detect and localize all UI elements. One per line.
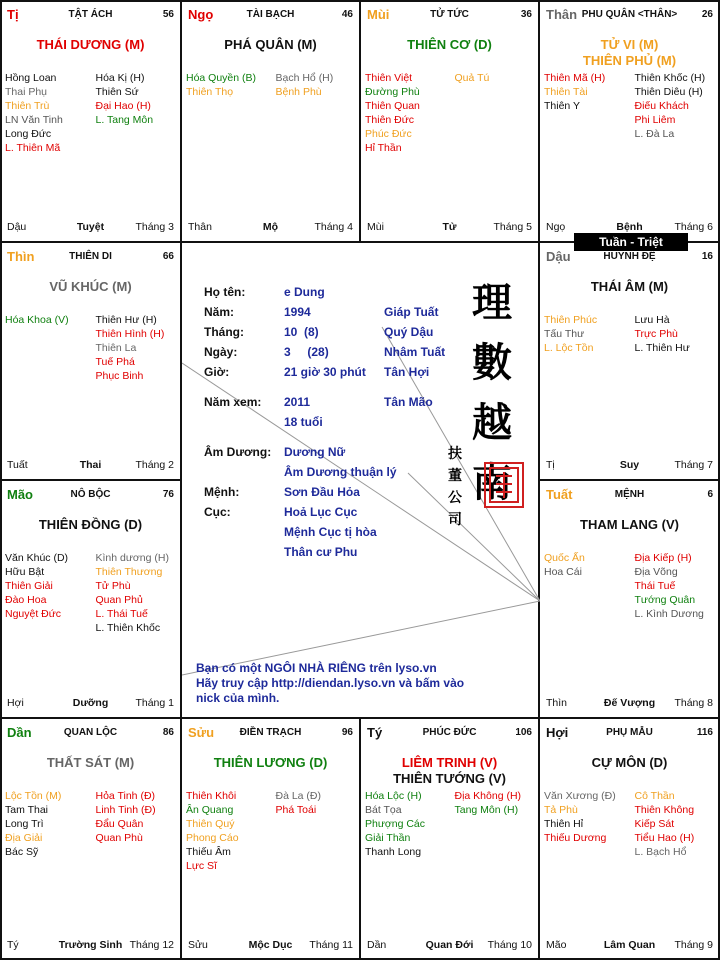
main-star: VŨ KHÚC (M)	[49, 279, 132, 294]
notice-line-2[interactable]: Hãy truy cập http://diendan.lyso.vn và bấm vào	[196, 676, 465, 690]
palace-footer	[7, 459, 174, 473]
star-item: Tam Thai	[5, 804, 48, 816]
star-item: Địa Kiếp (H)	[634, 552, 692, 564]
star-item: Địa Không (H)	[454, 790, 522, 802]
footer-phase: Mộ	[262, 221, 279, 233]
cuc-label: Cục:	[204, 505, 231, 519]
ngay-label: Ngày:	[204, 345, 238, 359]
footer-branch: Dần	[367, 939, 387, 951]
star-item: Địa Võng	[634, 566, 678, 578]
star-item: Bác Sỹ	[5, 846, 39, 858]
star-item: Hóa Kị (H)	[95, 72, 145, 84]
star-item: Thiên Việt	[365, 72, 413, 84]
footer-month: Tháng 11	[309, 939, 353, 951]
star-item: Quan Phù	[95, 832, 143, 844]
main-star: THIÊN TƯỚNG (V)	[393, 771, 506, 786]
palace-footer	[546, 697, 713, 711]
star-item: L. Thiên Mã	[5, 142, 61, 154]
star-item: Văn Xương (Đ)	[544, 790, 616, 802]
palace-name: TÀI BẠCH	[246, 9, 295, 20]
palace-name: MỆNH	[614, 489, 645, 500]
left-stars	[186, 789, 239, 873]
branch-label: Dần	[7, 725, 32, 740]
star-item: Lực Sĩ	[186, 860, 217, 872]
star-item: Thiên Tài	[544, 86, 588, 98]
palace-dau	[539, 242, 720, 480]
star-item: Thiên Hình (H)	[95, 328, 165, 340]
left-stars	[544, 551, 585, 579]
nam-xem-can-chi: Tân Mão	[384, 395, 433, 409]
footer-branch: Tý	[7, 939, 19, 951]
palace-age: 46	[341, 9, 353, 20]
star-item: Thiên Phúc	[544, 314, 598, 326]
footer-month: Tháng 9	[674, 939, 713, 951]
palace-footer	[546, 459, 713, 473]
star-item: Cô Thần	[634, 790, 675, 802]
star-item: Hóa Khoa (V)	[5, 314, 69, 326]
star-item: L. Kình Dương	[634, 608, 704, 620]
branch-label: Dậu	[546, 249, 571, 264]
star-item: Thiên Quý	[186, 818, 235, 830]
calligraphy-char-2: 數	[472, 339, 512, 386]
calligraphy-char-4: 南	[472, 459, 512, 506]
palace-footer	[367, 939, 532, 953]
notice-line-3: nick của mình.	[196, 691, 280, 705]
ho-ten-value: e Dung	[284, 285, 325, 299]
star-item: Quả Tú	[454, 72, 490, 84]
footer-month: Tháng 3	[135, 221, 174, 233]
star-item: Kiếp Sát	[634, 818, 675, 830]
star-item: Thiên Đức	[365, 114, 415, 126]
main-star: THIÊN ĐỒNG (D)	[38, 517, 143, 532]
footer-phase: Trường Sinh	[58, 939, 123, 951]
palace-footer	[188, 939, 353, 953]
star-item: Long Đức	[5, 128, 52, 140]
thang-label: Tháng:	[204, 325, 244, 339]
star-item: Thiên Khốc (H)	[634, 72, 706, 84]
right-stars	[96, 551, 169, 635]
footer-month: Tháng 4	[314, 221, 353, 233]
main-star: THIÊN PHỦ (M)	[582, 53, 677, 68]
star-item: Thiên Hỉ	[544, 818, 584, 830]
branch-label: Sửu	[188, 725, 215, 740]
footer-month: Tháng 7	[674, 459, 713, 471]
palace-footer	[7, 221, 174, 235]
footer-month: Tháng 6	[674, 221, 713, 233]
branch-label: Hợi	[546, 725, 569, 740]
main-star: PHÁ QUÂN (M)	[224, 37, 317, 52]
main-star: THÁI DƯƠNG (M)	[36, 37, 145, 52]
gio-can-chi: Tân Hợi	[384, 365, 430, 379]
right-stars	[635, 313, 690, 355]
branch-label: Thân	[546, 7, 578, 22]
menh-cuc-note: Mệnh Cục tị hòa	[284, 525, 377, 539]
branch-label: Mão	[7, 487, 33, 502]
star-item: Hóa Lộc (H)	[365, 790, 422, 802]
star-item: Phục Binh	[95, 370, 144, 382]
palace-than	[539, 0, 720, 242]
main-star: THIÊN LƯƠNG (D)	[213, 755, 328, 770]
palace-name: NÔ BỘC	[70, 489, 111, 500]
palace-age: 16	[701, 251, 713, 262]
footer-phase: Suy	[619, 459, 640, 471]
footer-branch: Dậu	[7, 221, 27, 233]
palace-tuat	[539, 480, 720, 718]
footer-branch: Tuất	[7, 459, 28, 471]
palace-name: THIÊN DI	[69, 251, 112, 262]
star-item: Thiên Giải	[5, 580, 53, 592]
star-item: L. Thái Tuế	[95, 608, 148, 620]
palace-footer	[7, 697, 174, 711]
menh-label: Mệnh:	[204, 485, 240, 499]
star-item: Thiên Y	[544, 100, 580, 112]
footer-branch: Tị	[546, 459, 555, 471]
branch-label: Tuất	[546, 487, 573, 502]
star-item: Thiên Không	[634, 804, 695, 816]
star-item: Phượng Các	[365, 818, 426, 830]
palace-ngo	[181, 0, 360, 242]
am-duong-note: Âm Dương thuận lý	[284, 465, 397, 479]
star-item: Phong Cáo	[186, 832, 239, 844]
palace-age: 66	[162, 251, 174, 262]
tuoi-value: 18 tuổi	[284, 415, 323, 429]
palace-ty	[360, 718, 539, 960]
branch-label: Mùi	[367, 7, 390, 22]
palace-age: 76	[162, 489, 174, 500]
main-star: TỬ VI (M)	[600, 37, 659, 52]
ngay-can-chi: Nhâm Tuất	[384, 345, 446, 359]
nam-xem-value: 2011	[284, 395, 311, 409]
left-stars	[544, 789, 616, 845]
star-item: Tấu Thư	[544, 328, 585, 340]
palace-name: QUAN LỘC	[63, 727, 118, 738]
footer-phase: Đế Vượng	[603, 697, 656, 709]
star-item: Thiên Thọ	[186, 86, 234, 98]
star-item: Thiếu Âm	[186, 846, 231, 858]
star-item: Kình dương (H)	[95, 552, 169, 564]
branch-label: Tý	[367, 725, 383, 740]
right-stars	[635, 789, 695, 859]
right-stars	[276, 71, 334, 99]
main-star: CỰ MÔN (D)	[591, 755, 668, 770]
star-item: Linh Tinh (Đ)	[95, 804, 156, 816]
footer-branch: Hợi	[7, 697, 24, 709]
calligraphy-char-3: 越	[472, 399, 512, 446]
left-stars	[365, 71, 420, 155]
star-item: Đào Hoa	[5, 594, 47, 606]
main-star: LIÊM TRINH (V)	[401, 755, 498, 770]
star-item: Hoa Cái	[544, 566, 582, 578]
right-stars	[276, 789, 322, 817]
star-item: Bạch Hổ (H)	[275, 72, 334, 84]
thang-can-chi: Quý Dậu	[384, 325, 434, 339]
palace-name: TẬT ÁCH	[68, 9, 113, 20]
main-star: THAM LANG (V)	[580, 517, 679, 532]
palace-footer	[7, 939, 174, 953]
star-item: Đẩu Quân	[95, 818, 144, 830]
footer-month: Tháng 2	[135, 459, 174, 471]
main-star: THIÊN CƠ (D)	[407, 37, 492, 52]
red-seal-stamp	[484, 462, 524, 508]
right-stars	[635, 551, 704, 621]
star-item: Tử Phù	[95, 580, 131, 592]
left-stars	[5, 789, 61, 859]
footer-branch: Ngọ	[546, 221, 566, 233]
branch-label: Tị	[7, 7, 19, 22]
branch-label: Ngọ	[188, 7, 214, 22]
palace-age: 6	[707, 489, 713, 500]
notice-line-1: Bạn có một NGÔI NHÀ RIÊNG trên lyso.vn	[196, 661, 437, 675]
palace-mao	[0, 480, 181, 718]
footer-phase: Bệnh	[616, 221, 643, 233]
star-item: Tiểu Hao (H)	[634, 832, 695, 844]
ngay-value: 3 (28)	[284, 345, 329, 359]
palace-name: HUYNH ĐỆ	[603, 251, 656, 262]
footer-phase: Mộc Dục	[248, 939, 293, 951]
star-item: Phi Liêm	[634, 114, 676, 126]
footer-phase: Tuyệt	[76, 221, 105, 233]
footer-phase: Quan Đới	[425, 939, 474, 951]
menh-value: Sơn Đầu Hỏa	[284, 485, 360, 499]
star-item: Lộc Tồn (M)	[5, 790, 62, 802]
main-star: THẤT SÁT (M)	[46, 755, 135, 770]
star-item: Quốc Ấn	[544, 552, 585, 564]
palace-footer	[188, 221, 353, 235]
footer-branch: Thìn	[546, 697, 568, 709]
star-item: Giải Thần	[365, 832, 411, 844]
star-item: Hóa Quyền (B)	[186, 72, 257, 84]
star-item: Văn Khúc (D)	[5, 552, 69, 564]
star-item: Thiên Thương	[95, 566, 163, 578]
star-item: Thiên Diêu (H)	[634, 86, 703, 98]
star-item: L. Thiên Hư	[634, 342, 690, 354]
left-stars	[5, 313, 69, 327]
footer-month: Tháng 8	[674, 697, 713, 709]
palace-age: 26	[701, 9, 713, 20]
star-item: Thái Tuế	[634, 580, 676, 592]
star-item: L. Lộc Tồn	[544, 342, 594, 354]
palace-name: TỬ TỨC	[430, 9, 469, 20]
star-item: Ân Quang	[186, 804, 234, 816]
right-stars	[96, 313, 165, 383]
palace-name: PHÚC ĐỨC	[422, 727, 477, 738]
star-item: Trực Phù	[634, 328, 678, 340]
thang-value: 10 (8)	[284, 325, 319, 339]
right-stars	[635, 71, 706, 141]
star-item: Thiên La	[95, 342, 137, 354]
palace-footer	[546, 939, 713, 953]
palace-age: 96	[341, 727, 353, 738]
left-stars	[365, 789, 425, 859]
palace-dan	[0, 718, 181, 960]
star-item: Phá Toái	[275, 804, 317, 816]
tuan-triet-badge: Tuần - Triệt	[574, 233, 688, 251]
star-item: Hỉ Thần	[365, 142, 402, 154]
nam-can-chi: Giáp Tuất	[384, 305, 439, 319]
main-star: THÁI ÂM (M)	[590, 279, 669, 294]
right-stars	[96, 789, 156, 845]
footer-phase: Tử	[442, 221, 457, 233]
nam-label: Năm:	[204, 305, 235, 319]
star-item: L. Bạch Hổ	[634, 846, 687, 858]
left-stars	[544, 71, 605, 113]
cuc-value: Hoả Lục Cục	[284, 505, 358, 519]
palace-name: PHU QUÂN <THÂN>	[581, 9, 678, 20]
footer-branch: Sửu	[188, 939, 208, 951]
palace-age: 36	[520, 9, 532, 20]
star-item: Phúc Đức	[365, 128, 412, 140]
star-item: Thiên Mã (H)	[544, 72, 606, 84]
star-item: Hỏa Tinh (Đ)	[95, 790, 156, 802]
footer-month: Tháng 1	[135, 697, 174, 709]
footer-phase: Thai	[79, 459, 102, 471]
footer-branch: Thân	[188, 221, 212, 233]
palace-hoi	[539, 718, 720, 960]
left-stars	[5, 551, 68, 621]
calligraphy-char-1: 理	[472, 279, 512, 326]
palace-suu	[181, 718, 360, 960]
star-item: Thanh Long	[365, 846, 422, 858]
footer-branch: Mão	[546, 939, 567, 951]
nam-xem-label: Năm xem:	[204, 395, 262, 409]
footer-month: Tháng 12	[129, 939, 174, 951]
star-item: LN Văn Tinh	[5, 114, 63, 126]
small-char-3: 公	[448, 490, 462, 506]
star-item: Thiên Sứ	[95, 86, 139, 98]
star-item: Đường Phù	[365, 86, 420, 98]
star-item: Tuế Phá	[95, 356, 135, 368]
palace-ti	[0, 0, 181, 242]
star-item: Tả Phù	[544, 804, 578, 816]
star-item: Đà La (Đ)	[275, 790, 322, 802]
star-item: Hồng Loan	[5, 72, 57, 84]
star-item: Nguyệt Đức	[5, 608, 62, 620]
footer-phase: Lâm Quan	[603, 939, 656, 951]
left-stars	[544, 313, 597, 355]
right-stars	[455, 789, 522, 817]
footer-month: Tháng 5	[493, 221, 532, 233]
palace-name: ĐIỀN TRẠCH	[239, 727, 302, 738]
footer-branch: Mùi	[367, 221, 384, 233]
palace-name: PHỤ MẪU	[606, 727, 653, 738]
footer-month: Tháng 10	[487, 939, 532, 951]
star-item: Hữu Bật	[5, 566, 45, 578]
gio-value: 21 giờ 30 phút	[284, 365, 366, 379]
nam-value: 1994	[284, 305, 311, 319]
small-char-1: 扶	[448, 446, 462, 462]
palace-age: 86	[162, 727, 174, 738]
palace-thin	[0, 242, 181, 480]
branch-label: Thìn	[7, 249, 35, 264]
star-item: Thiên Khôi	[186, 790, 237, 802]
star-item: Long Trì	[5, 818, 44, 830]
star-item: L. Thiên Khốc	[95, 622, 161, 634]
star-item: Điếu Khách	[634, 100, 689, 112]
star-item: Thiên Hư (H)	[95, 314, 157, 326]
star-item: Thai Phụ	[5, 86, 48, 98]
star-item: Địa Giải	[5, 832, 43, 844]
ho-ten-label: Họ tên:	[204, 285, 246, 299]
palace-mui	[360, 0, 539, 242]
star-item: Bệnh Phù	[275, 86, 322, 98]
star-item: Bát Tọa	[365, 804, 402, 816]
star-item: Đại Hao (H)	[95, 100, 151, 112]
star-item: L. Tang Môn	[95, 114, 154, 126]
left-stars	[186, 71, 256, 99]
right-stars	[455, 71, 490, 85]
star-item: Thiếu Dương	[544, 832, 607, 844]
palace-age: 116	[696, 727, 713, 738]
than-cu-note: Thân cư Phu	[284, 545, 358, 559]
footer-phase: Dưỡng	[72, 697, 109, 709]
palace-age: 56	[162, 9, 174, 20]
gio-label: Giờ:	[204, 365, 230, 379]
star-item: Tướng Quân	[634, 594, 696, 606]
small-char-2: 董	[448, 468, 462, 484]
palace-age: 106	[515, 727, 532, 738]
small-char-4: 司	[448, 512, 462, 528]
palace-footer	[367, 221, 532, 235]
star-item: Thiên Quan	[365, 100, 420, 112]
am-duong-value: Dương Nữ	[284, 445, 346, 459]
left-stars	[5, 71, 63, 155]
right-stars	[96, 71, 154, 127]
star-item: Lưu Hà	[634, 314, 670, 326]
am-duong-label: Âm Dương:	[204, 445, 272, 459]
star-item: L. Đà La	[634, 128, 675, 140]
star-item: Tang Môn (H)	[454, 804, 519, 816]
star-item: Quan Phủ	[95, 594, 143, 606]
star-item: Thiên Trù	[5, 100, 50, 112]
